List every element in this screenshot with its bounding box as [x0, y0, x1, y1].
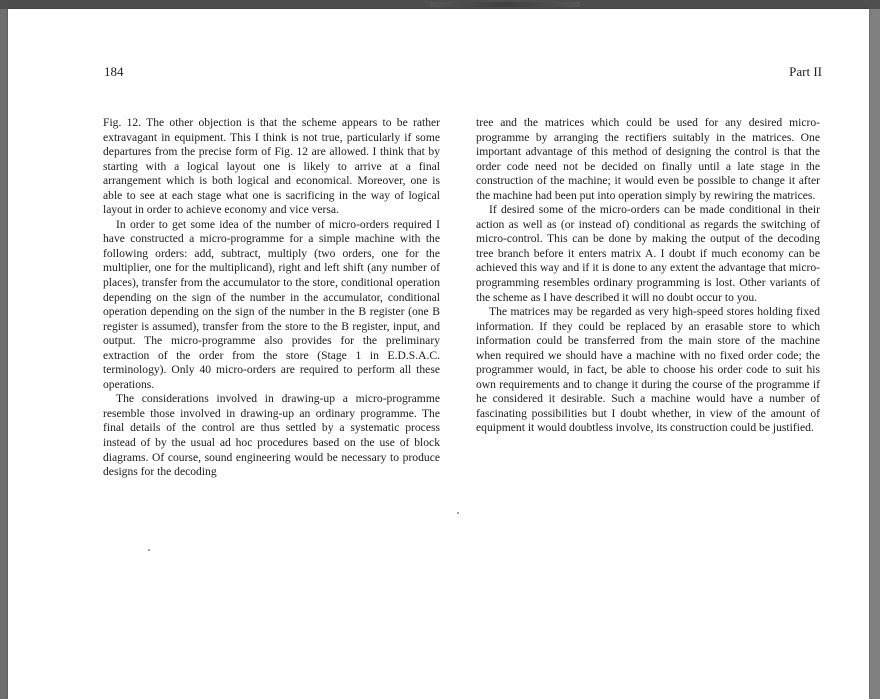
left-column — [103, 116, 440, 480]
paragraph: The matrices may be regarded as very high-speed stores holding fixed information. If they could be replaced by an erasable store to which information could be transferred from the main store of the machine when required we should have a machine with no fixed order code; the programmer would, in fact, be able to choose his order code to suit his own requirements and to change it during the course of the programme if he considered it desirable. Such a machine would have a number of fascinating possibilities but I doubt whether, in view of the amount of equipment it would doubtless involve, its construction could be justified. — [476, 305, 820, 435]
scan-speck — [457, 512, 459, 514]
part-label: Part II — [789, 64, 822, 79]
paragraph: tree and the matrices which could be used for any desired micro-programme by arranging the rectifiers suitably in the matrices. One important advantage of this method of designing the control is that the order code need not be decided on finally until a late stage in the construction of the machine; it would even be possible to change it after the machine had been put into operation simply by rewiring the matrices. — [476, 116, 820, 202]
right-column — [476, 116, 820, 436]
page-number: 184 — [104, 64, 124, 79]
viewer-top-bar — [0, 0, 880, 9]
paragraph: In order to get some idea of the number of micro-orders required I have constructed a micro-programme for a simple machine with the following orders: add, subtract, multiply (two orders, one for the multiplier, one for the multiplicand), right and left shift (any number of places), transfer from the accumulator to the store, conditional operation depending on the sign of the number in the accumulator, conditional operation depending on the sign of the number in the B register (one B register is assumed), transfer from the store to the B register, input, and output. The micro-programme also provides for the preliminary extraction of the order from the store (Stage 1 in E.D.S.A.C. terminology). Only 40 micro-orders are required to perform all these operations. — [103, 217, 440, 391]
paragraph: If desired some of the micro-orders can be made conditional in their action as well as (or instead of) conditional as regards the switching of micro-control. This can be done by making the output of the decoding tree branch before it enters matrix A. I doubt if much economy can be achieved this way and if it is done to any extent the advantage that micro-programming resembles ordinary programming is lost. Other variants of the scheme as I have described it will no doubt occur to you. — [476, 203, 820, 304]
viewer-right-margin — [869, 9, 880, 699]
paragraph: Fig. 12. The other objection is that the scheme appears to be rather extravagant in equipment. This I think is not true, particularly if some departures from the precise form of Fig. 12 are allowed. I think that by starting with a logical layout one is likely to arrive at a final arrangement which is both logical and economical. Moreover, one is able to see at each stage what one is sacrificing in the way of logical layout in order to achieve economy and vice versa. — [103, 116, 440, 217]
document-page — [8, 9, 869, 699]
scan-speck — [148, 549, 150, 551]
scan-artifact — [430, 2, 580, 7]
paragraph: The considerations involved in drawing-up a micro-programme resemble those involved in drawing-up an ordinary programme. The final details of the control are thus settled by a systematic process instead of by the usual ad hoc procedures based on the use of block diagrams. Of course, sound engineering would be necessary to produce designs for the decoding — [103, 392, 440, 479]
